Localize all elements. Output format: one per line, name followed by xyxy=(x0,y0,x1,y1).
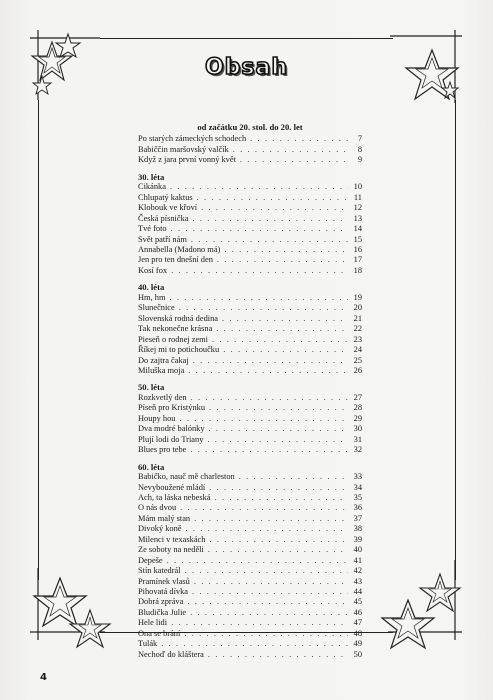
dot-leader xyxy=(216,324,348,334)
entry-page: 38 xyxy=(353,524,362,534)
entry-title: Ach, ta láska nebeská xyxy=(138,492,211,502)
entry-page: 49 xyxy=(353,639,362,649)
entry-page: 31 xyxy=(353,434,362,444)
toc-entry xyxy=(138,403,362,413)
entry-page: 50 xyxy=(353,649,362,659)
dot-leader xyxy=(223,345,348,355)
entry-page: 12 xyxy=(353,203,362,213)
dot-leader xyxy=(212,335,348,345)
entry-title: Rozkvetlý den xyxy=(138,392,187,402)
dot-leader xyxy=(222,314,348,324)
toc-entry xyxy=(138,366,362,376)
entry-page: 11 xyxy=(353,192,362,202)
toc-entry xyxy=(138,577,362,587)
dot-leader xyxy=(187,597,348,607)
dot-leader xyxy=(209,403,348,413)
entry-page: 40 xyxy=(353,545,362,555)
dot-leader xyxy=(186,524,349,534)
entry-page: 44 xyxy=(353,587,362,597)
entry-page: 13 xyxy=(353,213,362,223)
entry-title: Dobrá zpráva xyxy=(138,597,184,607)
toc-entry xyxy=(138,629,362,639)
entry-page: 19 xyxy=(353,292,362,302)
entry-title: Milenci v texaskách xyxy=(138,534,206,544)
toc-entry xyxy=(138,414,362,424)
entry-title: Pihovatá dívka xyxy=(138,587,189,597)
frame-left-line xyxy=(38,100,39,580)
entry-page: 45 xyxy=(353,597,362,607)
dot-leader xyxy=(208,545,348,555)
section-heading: 60. léta xyxy=(138,461,165,472)
dot-leader xyxy=(190,608,348,618)
toc-entry xyxy=(138,524,362,534)
entry-page: 47 xyxy=(353,618,362,628)
entry-title: Nechoď do kláštera xyxy=(138,649,204,659)
entry-title: Dva modré balónky xyxy=(138,424,205,434)
entry-title: Slovenská rodná dedina xyxy=(138,313,219,323)
dot-leader xyxy=(224,245,348,255)
toc-entry xyxy=(138,650,362,660)
toc-entry xyxy=(138,203,362,213)
dot-leader xyxy=(207,435,348,445)
entry-page: 41 xyxy=(353,555,362,565)
dot-leader xyxy=(208,650,348,660)
dot-leader xyxy=(171,224,348,234)
entry-title: Tulák xyxy=(138,639,158,649)
entry-title: Nevyboužené mládí xyxy=(138,482,206,492)
entry-page: 26 xyxy=(353,365,362,375)
dot-leader xyxy=(233,145,348,155)
entry-title: Blues pro tebe xyxy=(138,445,187,455)
entry-page: 32 xyxy=(353,445,362,455)
entry-title: Hm, hm xyxy=(138,292,166,302)
toc-entry xyxy=(138,324,362,334)
entry-page: 8 xyxy=(357,144,362,154)
toc-entry xyxy=(138,445,362,455)
entry-title: Houpy hou xyxy=(138,413,176,423)
toc-entry xyxy=(138,224,362,234)
entry-page: 21 xyxy=(353,313,362,323)
toc-entry xyxy=(138,566,362,576)
entry-page: 24 xyxy=(353,345,362,355)
toc-entry xyxy=(138,145,362,155)
dot-leader xyxy=(209,424,348,434)
toc-entry xyxy=(138,618,362,628)
toc-entry xyxy=(138,193,362,203)
dot-leader xyxy=(169,293,348,303)
toc-entry xyxy=(138,493,362,503)
dot-leader xyxy=(191,235,348,245)
table-of-contents xyxy=(138,122,362,660)
entry-title: Depeše xyxy=(138,555,163,565)
toc-entry xyxy=(138,134,362,144)
entry-page: 36 xyxy=(353,503,362,513)
section-heading: 30. léta xyxy=(138,171,165,182)
entry-page: 14 xyxy=(353,224,362,234)
toc-entry xyxy=(138,535,362,545)
entry-title: Píseň pro Kristýnku xyxy=(138,403,205,413)
toc-entry xyxy=(138,303,362,313)
entry-page: 35 xyxy=(353,492,362,502)
section-heading: 40. léta xyxy=(138,282,165,293)
star-ornament-bottom-right xyxy=(368,560,468,660)
dot-leader xyxy=(188,366,348,376)
dot-leader xyxy=(190,445,348,455)
toc-entry xyxy=(138,314,362,324)
entry-page: 7 xyxy=(357,134,362,144)
toc-entry xyxy=(138,587,362,597)
dot-leader xyxy=(179,414,348,424)
entry-page: 37 xyxy=(353,513,362,523)
entry-title: Babiččin maršovský valčík xyxy=(138,144,229,154)
entry-page: 48 xyxy=(353,628,362,638)
entry-title: Bludička Julie xyxy=(138,607,187,617)
dot-leader xyxy=(250,134,348,144)
entry-page: 10 xyxy=(353,182,362,192)
entry-page: 20 xyxy=(353,303,362,313)
toc-entry xyxy=(138,155,362,165)
dot-leader xyxy=(170,182,348,192)
toc-entry xyxy=(138,639,362,649)
toc-entry xyxy=(138,597,362,607)
entry-page: 39 xyxy=(353,534,362,544)
dot-leader xyxy=(197,193,348,203)
toc-entry xyxy=(138,345,362,355)
dot-leader xyxy=(201,203,348,213)
dot-leader xyxy=(180,503,348,513)
entry-page: 29 xyxy=(353,413,362,423)
entry-page: 23 xyxy=(353,334,362,344)
dot-leader xyxy=(209,483,348,493)
entry-page: 28 xyxy=(353,403,362,413)
entry-title: Tak nekonečne krásna xyxy=(138,324,213,334)
entry-title: Ze soboty na neděli xyxy=(138,545,204,555)
toc-entry xyxy=(138,545,362,555)
dot-leader xyxy=(167,556,348,566)
toc-entry xyxy=(138,472,362,482)
dot-leader xyxy=(215,493,348,503)
toc-entry xyxy=(138,483,362,493)
entry-title: Ona se brání xyxy=(138,628,181,638)
entry-title: Po starých zámeckých schodech xyxy=(138,134,247,144)
entry-title: Jen pro ten dnešní den xyxy=(138,255,213,265)
toc-entry xyxy=(138,356,362,366)
page-title: Obsah xyxy=(204,55,289,80)
entry-title: Hele lidi xyxy=(138,618,168,628)
toc-entry xyxy=(138,245,362,255)
entry-page: 9 xyxy=(357,155,362,165)
toc-entry xyxy=(138,424,362,434)
entry-page: 33 xyxy=(353,472,362,482)
entry-title: Babičko, nauč mě charleston xyxy=(138,472,235,482)
entry-title: Česká písnička xyxy=(138,213,189,223)
dot-leader xyxy=(240,155,348,165)
page-number: 4 xyxy=(40,672,47,683)
entry-page: 25 xyxy=(353,355,362,365)
entry-page: 30 xyxy=(353,424,362,434)
toc-entry xyxy=(138,182,362,192)
dot-leader xyxy=(184,629,348,639)
entry-page: 34 xyxy=(353,482,362,492)
entry-page: 43 xyxy=(353,576,362,586)
entry-title: Pramínek vlasů xyxy=(138,576,190,586)
dot-leader xyxy=(171,618,348,628)
entry-title: Slunečnice xyxy=(138,303,175,313)
entry-title: Klobouk ve křoví xyxy=(138,203,198,213)
dot-leader xyxy=(239,472,348,482)
section-heading: 50. léta xyxy=(138,382,165,393)
entry-title: Divoký koně xyxy=(138,524,182,534)
dot-leader xyxy=(171,266,348,276)
toc-entry xyxy=(138,556,362,566)
toc-entry xyxy=(138,235,362,245)
dot-leader xyxy=(193,356,348,366)
entry-title: Miluška moja xyxy=(138,365,185,375)
dot-leader xyxy=(161,639,348,649)
entry-page: 46 xyxy=(353,607,362,617)
toc-entry xyxy=(138,514,362,524)
entry-page: 18 xyxy=(353,265,362,275)
dot-leader xyxy=(217,255,348,265)
toc-entry xyxy=(138,255,362,265)
toc-entry xyxy=(138,503,362,513)
entry-title: Plují lodi do Triany xyxy=(138,434,204,444)
entry-title: Mám malý stan xyxy=(138,513,191,523)
entry-title: O nás dvou xyxy=(138,503,177,513)
entry-title: Svět patří nám xyxy=(138,234,187,244)
dot-leader xyxy=(185,566,348,576)
dot-leader xyxy=(192,587,348,597)
dot-leader xyxy=(209,535,348,545)
entry-page: 42 xyxy=(353,566,362,576)
section-heading: od začátku 20. stol. do 20. let xyxy=(197,122,303,132)
toc-entry xyxy=(138,393,362,403)
dot-leader xyxy=(179,303,348,313)
toc-entry xyxy=(138,335,362,345)
star-ornament-bottom-left xyxy=(30,568,130,668)
dot-leader xyxy=(194,577,348,587)
entry-page: 17 xyxy=(353,255,362,265)
toc-entry xyxy=(138,293,362,303)
entry-title: Annabella (Madono má) xyxy=(138,244,221,254)
dot-leader xyxy=(191,393,348,403)
entry-page: 16 xyxy=(353,244,362,254)
entry-title: Tvé foto xyxy=(138,224,167,234)
dot-leader xyxy=(192,214,348,224)
entry-title: Cikánka xyxy=(138,182,166,192)
toc-entry xyxy=(138,266,362,276)
toc-entry xyxy=(138,214,362,224)
dot-leader xyxy=(194,514,348,524)
entry-title: Stín katedrál xyxy=(138,566,181,576)
entry-title: Říkej mi to potichoučku xyxy=(138,345,220,355)
toc-entry xyxy=(138,435,362,445)
entry-page: 22 xyxy=(353,324,362,334)
frame-right-line xyxy=(455,100,456,580)
entry-title: Když z jara první vonný květ xyxy=(138,155,236,165)
entry-page: 27 xyxy=(353,392,362,402)
entry-page: 15 xyxy=(353,234,362,244)
entry-title: Kosí fox xyxy=(138,265,168,275)
frame-top-line xyxy=(100,38,393,39)
toc-entry xyxy=(138,608,362,618)
entry-title: Do zajtra čakaj xyxy=(138,355,189,365)
entry-title: Pieseň o rodnej zemi xyxy=(138,334,209,344)
entry-title: Chlupatý kaktus xyxy=(138,192,193,202)
